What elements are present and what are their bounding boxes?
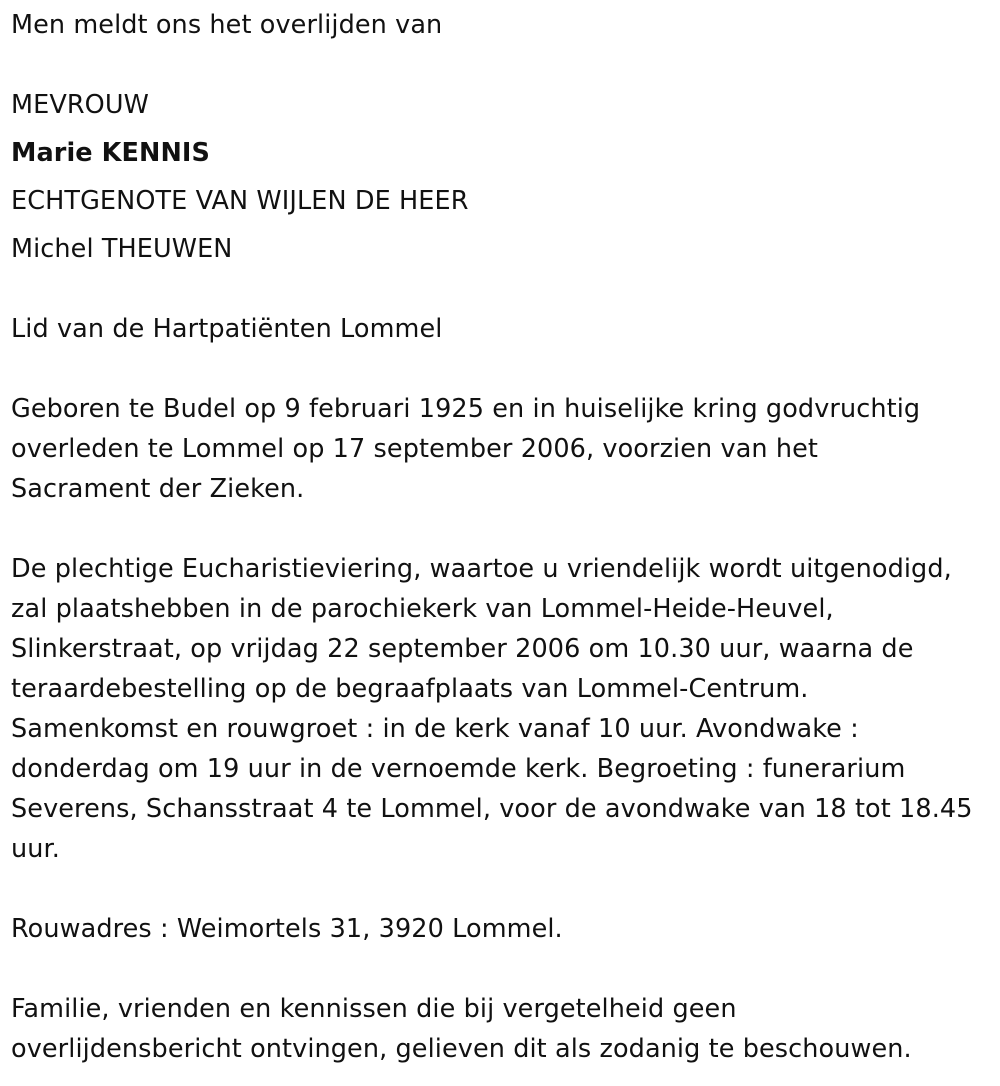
membership-text: Lid van de Hartpatiënten Lommel bbox=[11, 314, 443, 344]
birth-death-paragraph bbox=[11, 389, 920, 509]
closing-paragraph bbox=[11, 989, 912, 1069]
ceremony-line: Slinkerstraat, op vrijdag 22 september 2006 om 10.30 uur, waarna de bbox=[11, 634, 914, 664]
birth-death-line: Geboren te Budel op 9 februari 1925 en in huiselijke kring godvruchtig bbox=[11, 394, 921, 424]
ceremony-line: teraardebestelling op de begraafplaats van Lommel-Centrum. bbox=[11, 674, 809, 704]
ceremony-line: donderdag om 19 uur in de vernoemde kerk. Begroeting : funerarium bbox=[11, 754, 906, 784]
address-text: Rouwadres : Weimortels 31, 3920 Lommel. bbox=[11, 914, 563, 944]
closing-line: overlijdensbericht ontvingen, gelieven dit als zodanig te beschouwen. bbox=[11, 1034, 912, 1064]
ceremony-line: uur. bbox=[11, 834, 60, 864]
ceremony-paragraph bbox=[11, 549, 973, 869]
birth-death-line: overleden te Lommel op 17 september 2006, voorzien van het bbox=[11, 434, 819, 464]
intro-text: Men meldt ons het overlijden van bbox=[11, 10, 443, 40]
ceremony-line: Samenkomst en rouwgroet : in de kerk vanaf 10 uur. Avondwake : bbox=[11, 714, 859, 744]
deceased-name: Marie KENNIS bbox=[11, 138, 210, 168]
spouse-name: Michel THEUWEN bbox=[11, 234, 233, 264]
closing-line: Familie, vrienden en kennissen die bij vergetelheid geen bbox=[11, 994, 737, 1024]
spouse-prefix: ECHTGENOTE VAN WIJLEN DE HEER bbox=[11, 186, 469, 216]
birth-death-line: Sacrament der Zieken. bbox=[11, 474, 305, 504]
ceremony-line: Severens, Schansstraat 4 te Lommel, voor de avondwake van 18 tot 18.45 bbox=[11, 794, 973, 824]
ceremony-line: De plechtige Eucharistieviering, waartoe u vriendelijk wordt uitgenodigd, bbox=[11, 554, 952, 584]
ceremony-line: zal plaatshebben in de parochiekerk van Lommel-Heide-Heuvel, bbox=[11, 594, 834, 624]
title-prefix: MEVROUW bbox=[11, 90, 149, 120]
